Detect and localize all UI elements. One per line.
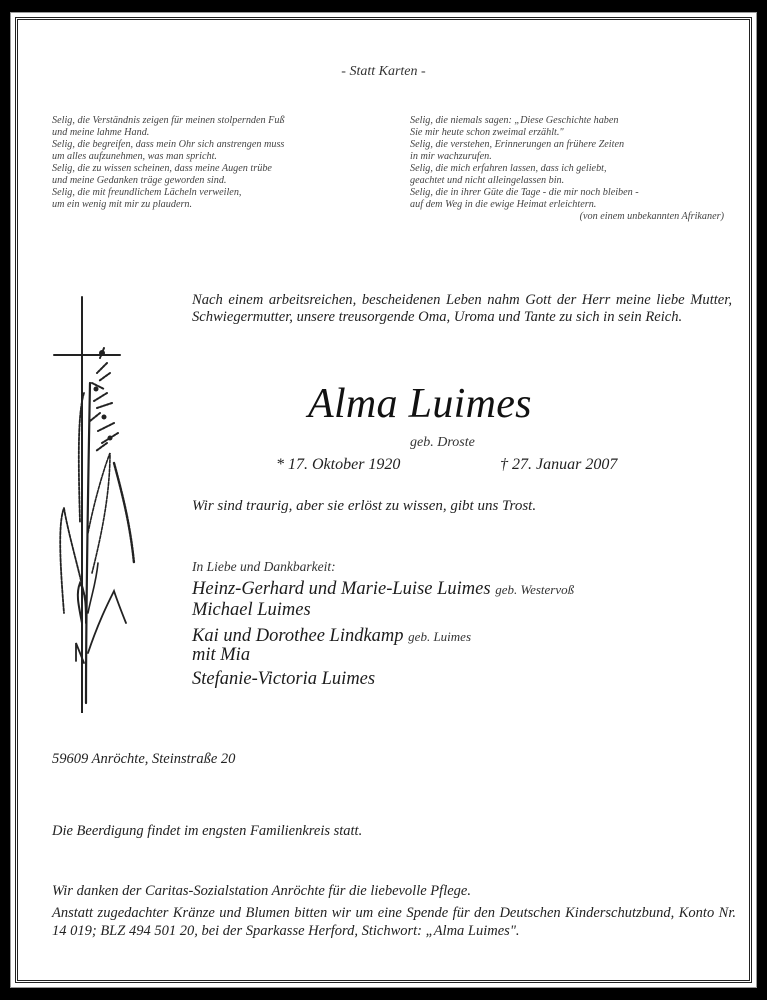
mourner-name: Stefanie-Victoria Luimes — [192, 669, 376, 689]
mourners-list — [192, 579, 574, 690]
mourner-row — [192, 647, 574, 664]
poem-line: Sie mir heute schon zweimal erzählt." — [410, 127, 564, 138]
intro-paragraph: Nach einem arbeitsreichen, bescheidenen Leben nahm Gott der Herr meine liebe Mutter, Schwiegermutter, unsere treusorgende Oma, Uroma und Tante zu sich in sein Reich. — [192, 292, 732, 325]
poem-line: um ein wenig mit mir zu plaudern. — [52, 199, 193, 210]
birth-date: * 17. Oktober 1920 — [276, 456, 401, 473]
mourner-row — [192, 669, 574, 690]
poem-line: um alles aufzunehmen, was man spricht. — [52, 151, 217, 162]
poem-line: geachtet und nicht alleingelassen bin. — [410, 175, 565, 186]
poem-line: Selig, die begreifen, dass mein Ohr sich anstrengen muss — [52, 139, 285, 150]
mourner-name: Kai und Dorothee Lindkamp — [192, 626, 404, 646]
death-date: † 27. Januar 2007 — [500, 456, 618, 473]
mourner-row — [192, 626, 574, 647]
mourner-maiden-name: geb. Westervoß — [495, 582, 575, 597]
poem-line: Selig, die zu wissen scheinen, dass meine Augen trübe — [52, 163, 272, 174]
thanks-note: Wir danken der Caritas-Sozialstation Anröchte für die liebevolle Pflege. — [52, 883, 471, 899]
donation-note — [52, 904, 736, 940]
poem-left-column — [52, 115, 392, 211]
mourner-maiden-name: geb. Luimes — [408, 629, 472, 644]
poem-line: Selig, die in ihrer Güte die Tage - die mir noch bleiben - — [410, 187, 639, 198]
notice-border — [15, 17, 752, 983]
mourner-row — [192, 600, 574, 621]
poem-line: Selig, die mich erfahren lassen, dass ich geliebt, — [410, 163, 607, 174]
mourner-row — [192, 579, 574, 600]
poem-line: und meine lahme Hand. — [52, 127, 150, 138]
poem-line: Selig, die verstehen, Erinnerungen an frühere Zeiten — [410, 139, 625, 150]
cross-with-grass-icon — [52, 293, 142, 713]
intro-text — [192, 292, 732, 326]
mourner-name: mit Mia — [192, 645, 251, 665]
notice-frame — [10, 12, 757, 988]
poem-line: in mir wachzurufen. — [410, 151, 492, 162]
mourners-heading: In Liebe und Dankbarkeit: — [192, 559, 336, 574]
maiden-name: geb. Droste — [410, 435, 475, 450]
mourner-name: Michael Luimes — [192, 600, 311, 620]
poem-credit: (von einem unbekannten Afrikaner) — [579, 211, 724, 222]
poem-line: Selig, die mit freundlichem Lächeln verweilen, — [52, 187, 242, 198]
poem-line: auf dem Weg in die ewige Heimat erleichtern. — [410, 199, 597, 210]
poem-right-column — [410, 115, 730, 223]
mourner-name: Heinz-Gerhard und Marie-Luise Luimes — [192, 579, 491, 599]
poem-line: Selig, die Verständnis zeigen für meinen stolpernden Fuß — [52, 115, 285, 126]
donation-text: Anstatt zugedachter Kränze und Blumen bitten wir um eine Spende für den Deutschen Kinderschutzbund, Konto Nr. 14 019; BLZ 494 501 20, bei der Sparkasse Herford, Stichwort: „Alma Luimes". — [52, 905, 736, 939]
funeral-note: Die Beerdigung findet im engsten Familienkreis statt. — [52, 823, 363, 839]
poem-line: Selig, die niemals sagen: „Diese Geschichte haben — [410, 115, 619, 126]
poem-line: und meine Gedanken träge geworden sind. — [52, 175, 227, 186]
comfort-line: Wir sind traurig, aber sie erlöst zu wissen, gibt uns Trost. — [192, 498, 537, 514]
header-statt-karten: - Statt Karten - — [341, 64, 426, 79]
address: 59609 Anröchte, Steinstraße 20 — [52, 751, 236, 767]
deceased-name: Alma Luimes — [308, 381, 532, 427]
